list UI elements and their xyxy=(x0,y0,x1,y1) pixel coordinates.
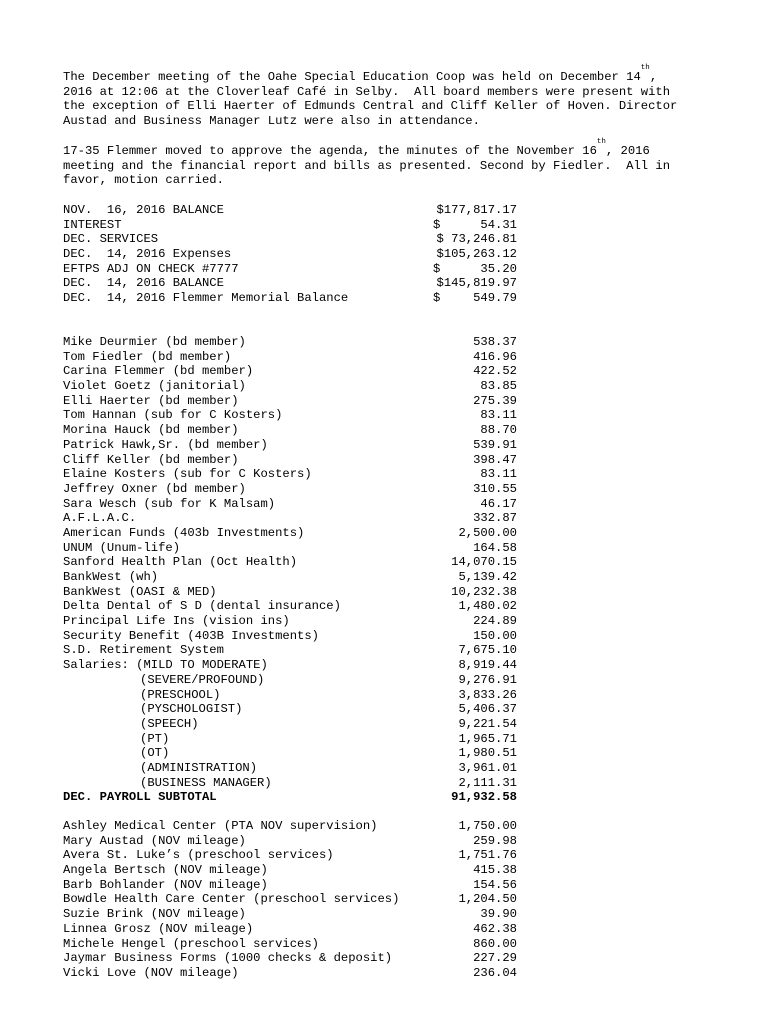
row-amount: 1,204.50 xyxy=(458,892,517,907)
row-amount: 2,111.31 xyxy=(458,775,517,790)
row-label: Bowdle Health Care Center (preschool services) xyxy=(63,892,400,907)
currency-symbol: $ xyxy=(433,291,441,306)
row-label: Suzie Brink (NOV mileage) xyxy=(63,907,246,922)
row-amount: 1,965.71 xyxy=(458,731,517,746)
payroll-row xyxy=(63,511,523,526)
bill-row xyxy=(63,892,523,907)
row-amount: 1,480.02 xyxy=(458,599,517,614)
row-amount: 1,750.00 xyxy=(458,819,517,833)
row-label: Angela Bertsch (NOV mileage) xyxy=(63,863,268,878)
payroll-row xyxy=(63,599,523,614)
row-label: Vicki Love (NOV mileage) xyxy=(63,965,239,980)
payroll-row xyxy=(63,453,523,468)
row-label: American Funds (403b Investments) xyxy=(63,525,305,540)
salary-row xyxy=(63,688,523,703)
payroll-row xyxy=(63,482,523,497)
row-label: Cliff Keller (bd member) xyxy=(63,452,239,467)
row-label: Carina Flemmer (bd member) xyxy=(63,364,254,379)
payroll-row xyxy=(63,364,523,379)
row-amount: 9,276.91 xyxy=(458,672,517,687)
row-label: DEC. 14, 2016 BALANCE xyxy=(63,276,224,291)
row-amount: 860.00 xyxy=(473,936,517,951)
row-label: Violet Goetz (janitorial) xyxy=(63,379,246,394)
row-label: Ashley Medical Center (PTA NOV supervision) xyxy=(63,819,378,833)
row-amount: 5,406.37 xyxy=(458,702,517,717)
row-amount: 422.52 xyxy=(473,364,517,379)
payroll-row xyxy=(63,526,523,541)
row-amount: 7,675.10 xyxy=(458,643,517,658)
row-label: Mary Austad (NOV mileage) xyxy=(63,833,246,848)
row-amount: $177,817.17 xyxy=(436,203,517,217)
row-label: Patrick Hawk,Sr. (bd member) xyxy=(63,437,268,452)
balance-row xyxy=(63,218,523,233)
bill-row xyxy=(63,819,523,834)
row-amount: 39.90 xyxy=(480,907,517,922)
row-amount: 462.38 xyxy=(473,921,517,936)
row-amount: 83.85 xyxy=(480,379,517,394)
motion-paragraph xyxy=(63,138,743,188)
row-amount: 275.39 xyxy=(473,393,517,408)
row-amount: 227.29 xyxy=(473,951,517,966)
row-amount: 398.47 xyxy=(473,452,517,467)
row-label: EFTPS ADJ ON CHECK #7777 xyxy=(63,261,239,276)
balance-row xyxy=(63,262,523,277)
payroll-row xyxy=(63,555,523,570)
bill-row xyxy=(63,966,523,981)
payroll-row xyxy=(63,394,523,409)
bill-row xyxy=(63,922,523,937)
salary-row xyxy=(63,717,523,732)
row-label: (PYSCHOLOGIST) xyxy=(140,702,243,717)
row-amount: 3,833.26 xyxy=(458,687,517,702)
paragraph-line: the exception of Elli Haerter of Edmunds Central and Cliff Keller of Hoven. Director xyxy=(63,99,678,114)
row-amount: 549.79 xyxy=(473,291,517,306)
row-amount: 5,139.42 xyxy=(458,570,517,584)
row-label: (ADMINISTRATION) xyxy=(140,760,258,775)
row-label: Jeffrey Oxner (bd member) xyxy=(63,481,246,496)
row-amount: 3,961.01 xyxy=(458,760,517,775)
row-label: BankWest (wh) xyxy=(63,570,159,584)
row-amount: 224.89 xyxy=(473,614,517,629)
row-amount: 83.11 xyxy=(480,408,517,423)
payroll-row xyxy=(63,423,523,438)
bill-row xyxy=(63,878,523,893)
payroll-row xyxy=(63,585,523,600)
row-label: Tom Fiedler (bd member) xyxy=(63,349,232,364)
row-amount: 83.11 xyxy=(480,467,517,482)
row-amount: 14,070.15 xyxy=(451,555,517,570)
currency-symbol: $ xyxy=(433,217,441,232)
row-label: DEC. 14, 2016 Flemmer Memorial Balance xyxy=(63,291,349,306)
row-label: Elli Haerter (bd member) xyxy=(63,393,239,408)
balance-row xyxy=(63,291,523,306)
row-amount: $105,263.12 xyxy=(436,247,517,262)
row-amount: $ 73,246.81 xyxy=(436,232,517,247)
row-amount: 54.31 xyxy=(480,217,517,232)
row-label: (OT) xyxy=(140,746,170,761)
payroll-row xyxy=(63,467,523,482)
salary-row xyxy=(63,673,523,688)
payroll-row xyxy=(63,658,523,673)
row-label: Elaine Kosters (sub for C Kosters) xyxy=(63,467,312,482)
bill-row xyxy=(63,863,523,878)
row-amount: 150.00 xyxy=(473,628,517,643)
row-label: UNUM (Unum-life) xyxy=(63,540,181,555)
meeting-paragraph xyxy=(63,64,743,129)
row-amount: 259.98 xyxy=(473,833,517,848)
balance-row xyxy=(63,232,523,247)
salary-row xyxy=(63,702,523,717)
balance-row xyxy=(63,203,523,218)
row-label: Salaries: (MILD TO MODERATE) xyxy=(63,658,268,673)
subtotal-label: DEC. PAYROLL SUBTOTAL xyxy=(63,790,217,805)
paragraph-line xyxy=(63,64,743,85)
row-label: Linnea Grosz (NOV mileage) xyxy=(63,921,254,936)
row-label: DEC. 14, 2016 Expenses xyxy=(63,247,232,262)
payroll-row xyxy=(63,379,523,394)
row-amount: 1,751.76 xyxy=(458,848,517,863)
row-label: DEC. SERVICES xyxy=(63,232,159,247)
row-label: (PT) xyxy=(140,731,170,746)
salary-row xyxy=(63,761,523,776)
paragraph-line: Austad and Business Manager Lutz were also in attendance. xyxy=(63,114,480,129)
paragraph-text: , 2016 xyxy=(605,144,650,158)
row-amount: 1,980.51 xyxy=(458,746,517,761)
row-label: (BUSINESS MANAGER) xyxy=(140,775,272,790)
payroll-row xyxy=(63,350,523,365)
subtotal-amount: 91,932.58 xyxy=(451,790,517,805)
row-amount: 9,221.54 xyxy=(458,716,517,731)
paragraph-line: meeting and the financial report and bills as presented. Second by Fiedler. All in xyxy=(63,158,671,173)
row-amount: $145,819.97 xyxy=(436,276,517,291)
row-amount: 46.17 xyxy=(480,496,517,511)
row-label: Mike Deurmier (bd member) xyxy=(63,335,246,349)
row-label: (SEVERE/PROFOUND) xyxy=(140,672,265,687)
payroll-row xyxy=(63,497,523,512)
row-label: Security Benefit (403B Investments) xyxy=(63,628,319,643)
row-label: (SPEECH) xyxy=(140,716,199,731)
paragraph-text: , xyxy=(649,70,658,84)
superscript: th xyxy=(640,64,650,72)
payroll-row xyxy=(63,629,523,644)
row-amount: 8,919.44 xyxy=(458,658,517,673)
salary-row xyxy=(63,746,523,761)
payroll-row xyxy=(63,570,523,585)
payroll-subtotal-row xyxy=(63,790,523,805)
payroll-row xyxy=(63,643,523,658)
row-amount: 10,232.38 xyxy=(451,584,517,599)
bill-row xyxy=(63,834,523,849)
row-amount: 539.91 xyxy=(473,437,517,452)
row-amount: 416.96 xyxy=(473,349,517,364)
row-label: Tom Hannan (sub for C Kosters) xyxy=(63,408,283,423)
paragraph-line xyxy=(63,138,743,159)
row-amount: 415.38 xyxy=(473,863,517,878)
balance-row xyxy=(63,276,523,291)
row-label: Principal Life Ins (vision ins) xyxy=(63,614,290,629)
row-amount: 164.58 xyxy=(473,540,517,555)
payroll-table xyxy=(63,335,523,805)
bill-row xyxy=(63,907,523,922)
row-label: Michele Hengel (preschool services) xyxy=(63,936,319,951)
superscript: th xyxy=(596,138,606,146)
row-label: Delta Dental of S D (dental insurance) xyxy=(63,599,341,614)
balance-table xyxy=(63,203,523,306)
bill-row xyxy=(63,848,523,863)
row-label: S.D. Retirement System xyxy=(63,643,224,658)
row-amount: 332.87 xyxy=(473,511,517,526)
row-label: Sara Wesch (sub for K Malsam) xyxy=(63,496,276,511)
currency-symbol: $ xyxy=(433,261,441,276)
paragraph-line: favor, motion carried. xyxy=(63,173,224,188)
row-amount: 2,500.00 xyxy=(458,525,517,540)
row-amount: 35.20 xyxy=(480,261,517,276)
payroll-row xyxy=(63,438,523,453)
row-label: INTEREST xyxy=(63,217,122,232)
bill-row xyxy=(63,937,523,952)
row-amount: 88.70 xyxy=(480,423,517,438)
paragraph-line: 2016 at 12:06 at the Cloverleaf Café in Selby. All board members were present with xyxy=(63,84,671,99)
row-amount: 538.37 xyxy=(473,335,517,349)
row-label: Morina Hauck (bd member) xyxy=(63,423,239,438)
row-label: NOV. 16, 2016 BALANCE xyxy=(63,203,224,217)
bill-row xyxy=(63,951,523,966)
payroll-row xyxy=(63,408,523,423)
row-label: BankWest (OASI & MED) xyxy=(63,584,217,599)
salary-row xyxy=(63,776,523,791)
row-amount: 310.55 xyxy=(473,481,517,496)
payroll-row xyxy=(63,614,523,629)
bills-table xyxy=(63,819,523,981)
row-label: (PRESCHOOL) xyxy=(140,687,221,702)
row-label: Sanford Health Plan (Oct Health) xyxy=(63,555,298,570)
salary-row xyxy=(63,732,523,747)
row-label: Barb Bohlander (NOV mileage) xyxy=(63,877,268,892)
row-label: Jaymar Business Forms (1000 checks & deposit) xyxy=(63,951,393,966)
balance-row xyxy=(63,247,523,262)
row-amount: 154.56 xyxy=(473,877,517,892)
paragraph-text: The December meeting of the Oahe Special Education Coop was held on December 14 xyxy=(63,70,641,84)
row-amount: 236.04 xyxy=(473,965,517,980)
payroll-row xyxy=(63,335,523,350)
row-label: Avera St. Luke’s (preschool services) xyxy=(63,848,334,863)
payroll-row xyxy=(63,541,523,556)
row-label: A.F.L.A.C. xyxy=(63,511,137,526)
paragraph-text: 17-35 Flemmer moved to approve the agenda, the minutes of the November 16 xyxy=(63,144,597,158)
